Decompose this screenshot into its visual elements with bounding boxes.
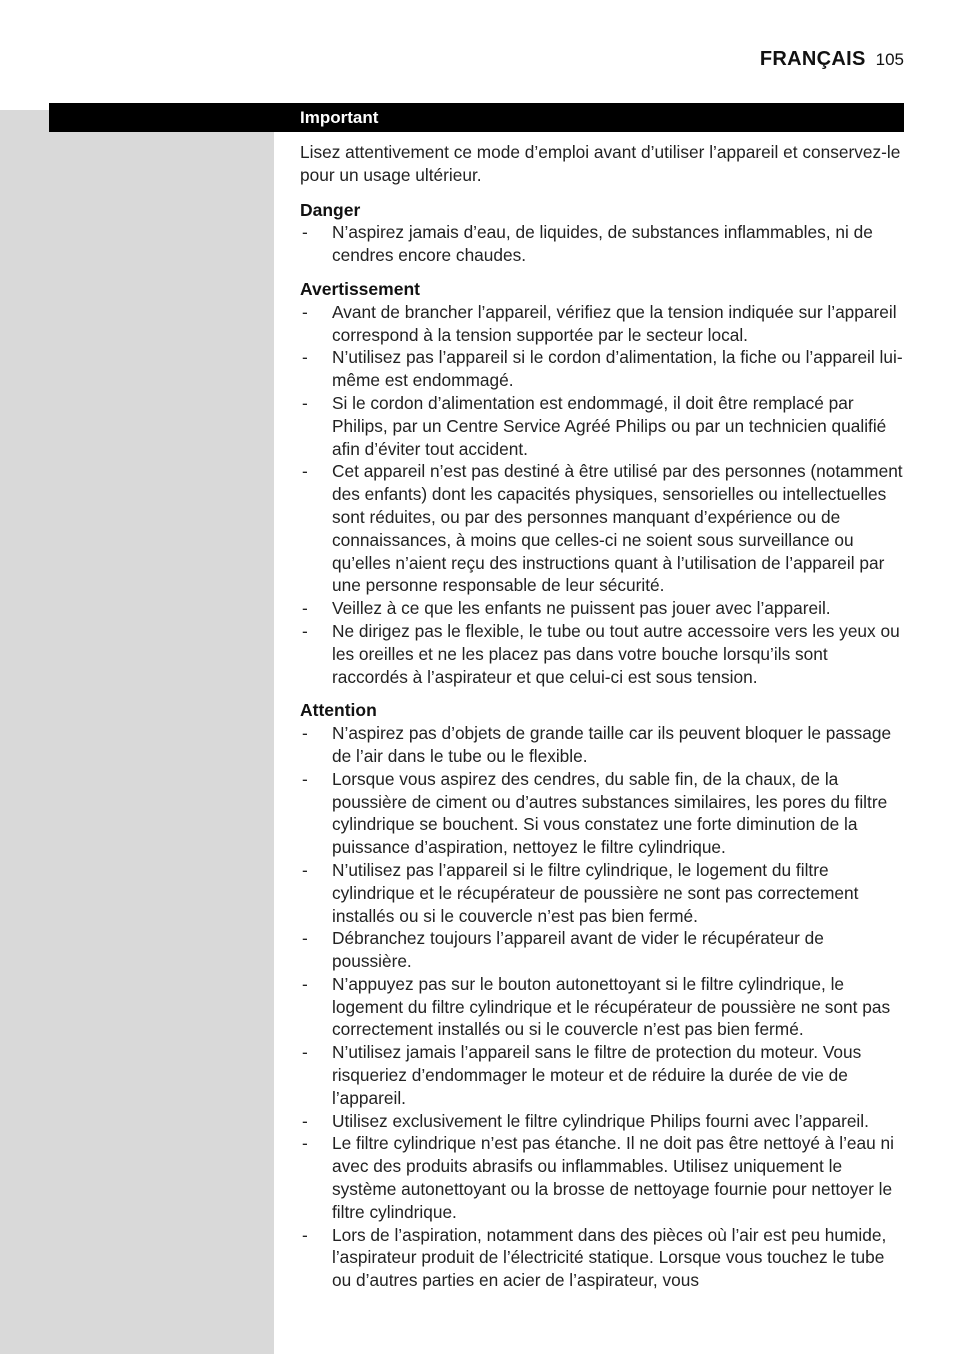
list-item: - Lorsque vous aspirez des cendres, du sable fin, de la chaux, de la poussière de ciment ou d’autres substances similaires, les pores du filtre cylindrique se bouchent. Si vous constatez une forte diminution de la puissance d’aspiration, nettoyez le filtre cylindrique. xyxy=(300,768,908,859)
warning-heading: Avertissement xyxy=(300,278,420,299)
list-item: - Veillez à ce que les enfants ne puissent pas jouer avec l’appareil. xyxy=(300,597,908,620)
page-header xyxy=(760,48,904,71)
page-number: 105 xyxy=(875,50,904,69)
list-item: - Ne dirigez pas le flexible, le tube ou tout autre accessoire vers les yeux ou les oreilles et ne les placez pas dans votre bouche lorsqu’ils sont raccordés à l’aspirateur et que celui-ci est sous tension. xyxy=(300,620,908,688)
list-item: - Avant de brancher l’appareil, vérifiez que la tension indiquée sur l’appareil correspond à la tension supportée par le secteur local. xyxy=(300,301,908,347)
warning-list xyxy=(300,301,908,689)
list-item: - N’utilisez pas l’appareil si le cordon d’alimentation, la fiche ou l’appareil lui-même est endommagé. xyxy=(300,346,908,392)
danger-heading: Danger xyxy=(300,199,361,220)
list-item: - Le filtre cylindrique n’est pas étanche. Il ne doit pas être nettoyé à l’eau ni avec des produits abrasifs ou inflammables. Utilisez uniquement le système autonettoyant ou la brosse de nettoyage fournie pour nettoyer le filtre cylindrique. xyxy=(300,1132,908,1223)
list-item: - Si le cordon d’alimentation est endommagé, il doit être remplacé par Philips, par un Centre Service Agréé Philips ou par un technicien qualifié afin d’éviter tout accident. xyxy=(300,392,908,460)
list-item: - N’appuyez pas sur le bouton autonettoyant si le filtre cylindrique, le logement du filtre cylindrique et le récupérateur de poussière ne sont pas correctement installés ou si le couvercle n’est pas bien fermé. xyxy=(300,973,908,1041)
list-item: - N’aspirez jamais d’eau, de liquides, de substances inflammables, ni de cendres encore chaudes. xyxy=(300,221,908,267)
caution-heading: Attention xyxy=(300,700,377,721)
list-item: - Cet appareil n’est pas destiné à être utilisé par des personnes (notamment des enfants) dont les capacités physiques, sensorielles ou intellectuelles sont réduites, ou par des personnes manquant d’expérience ou de connaissances, à moins que celles-ci ne soient sous surveillance ou qu’elles n’aient reçu des instructions quant à l’utilisation de l’appareil par une personne responsable de leur sécurité. xyxy=(300,460,908,597)
caution-list xyxy=(300,722,908,1292)
language-label: FRANÇAIS xyxy=(759,48,866,70)
section-title-bar xyxy=(49,103,904,132)
list-item: - Débranchez toujours l’appareil avant de vider le récupérateur de poussière. xyxy=(300,927,908,973)
section-title: Important xyxy=(300,108,379,127)
left-margin-column xyxy=(0,110,274,1354)
list-item: - N’aspirez pas d’objets de grande taille car ils peuvent bloquer le passage de l’air dans le tube ou le flexible. xyxy=(300,722,908,768)
list-item: - N’utilisez pas l’appareil si le filtre cylindrique, le logement du filtre cylindrique et le récupérateur de poussière ne sont pas correctement installés ou si le couvercle n’est pas bien fermé. xyxy=(300,859,908,927)
main-content xyxy=(300,141,908,1303)
danger-list xyxy=(300,221,908,267)
list-item: - Utilisez exclusivement le filtre cylindrique Philips fourni avec l’appareil. xyxy=(300,1110,908,1133)
list-item: - N’utilisez jamais l’appareil sans le filtre de protection du moteur. Vous risqueriez d’endommager le moteur et de réduire la durée de vie de l’appareil. xyxy=(300,1041,908,1109)
list-item: - Lors de l’aspiration, notamment dans des pièces où l’air est peu humide, l’aspirateur produit de l’électricité statique. Lorsque vous touchez le tube ou d’autres parties en acier de l’aspirateur, vous xyxy=(300,1224,908,1292)
intro-paragraph: Lisez attentivement ce mode d’emploi avant d’utiliser l’appareil et conservez-le pour un usage ultérieur. xyxy=(300,142,901,185)
